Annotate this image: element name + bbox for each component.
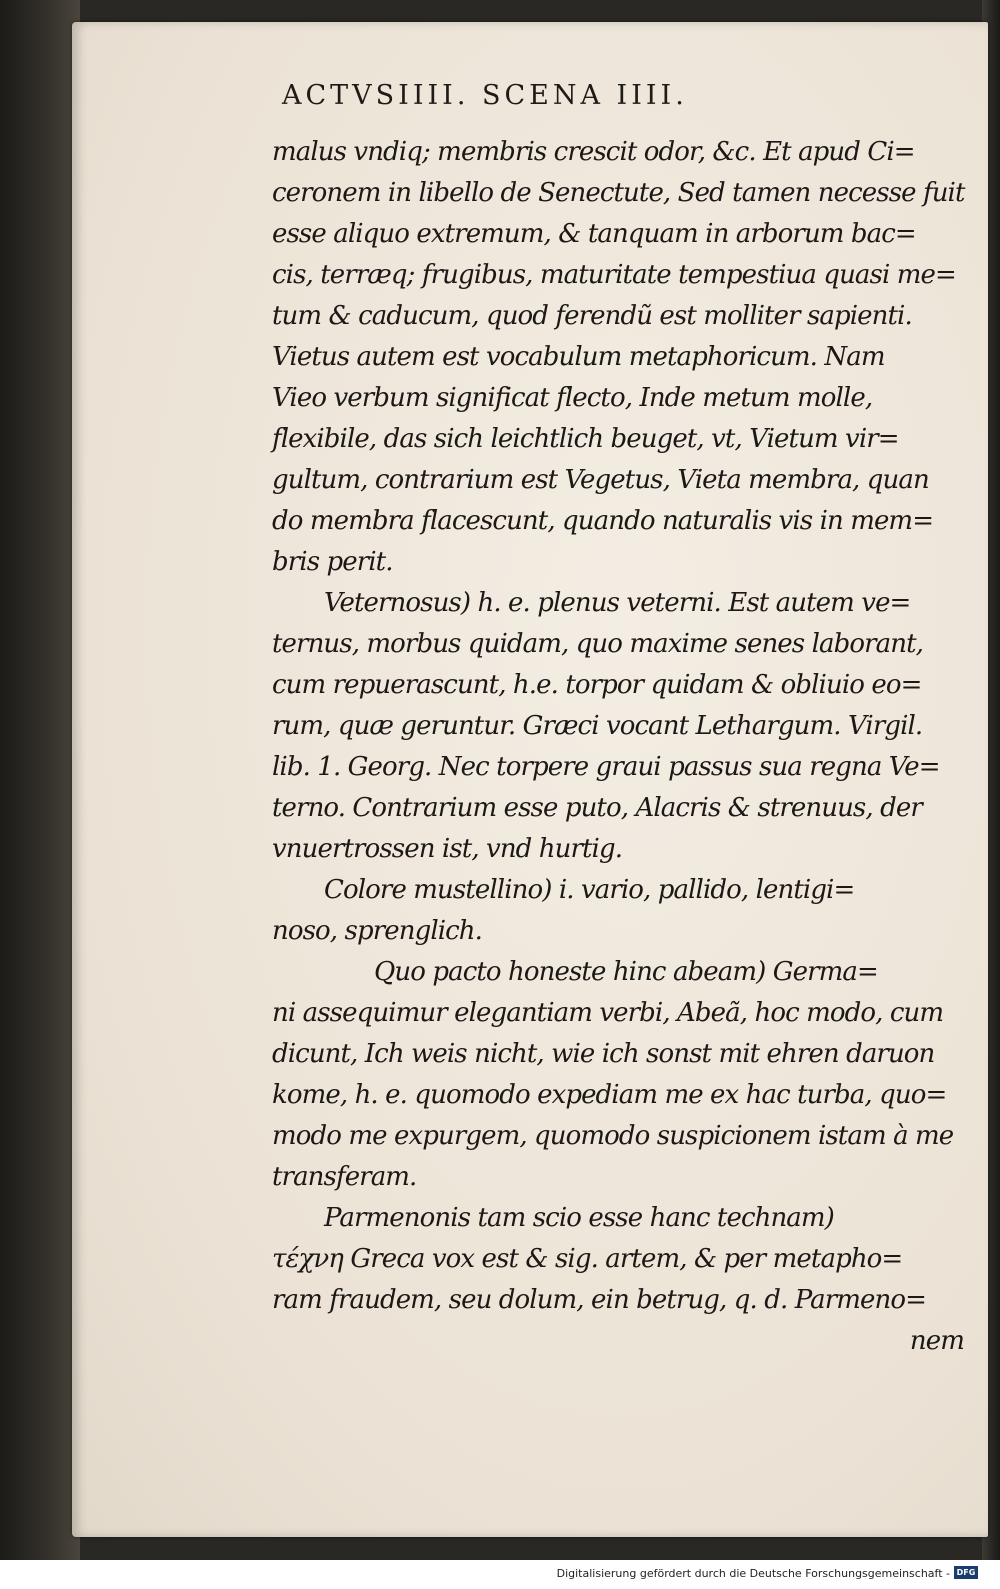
text-line: malus vndiq; membris crescit odor, &c. Et apud Ci= — [272, 137, 915, 167]
running-header: ACTVSIIII. SCENA IIII. — [282, 80, 688, 111]
text-line: terno. Contrarium esse puto, Alacris & strenuus, der — [272, 793, 922, 823]
text-line: cum repuerascunt, h.e. torpor quidam & obliuio eo= — [272, 670, 922, 700]
text-line: ternus, morbus quidam, quo maxime senes laborant, — [272, 629, 924, 659]
funding-credit: Digitalisierung gefördert durch die Deutsche Forschungsgemeinschaft - — [556, 1567, 950, 1580]
text-line: Vietus autem est vocabulum metaphoricum. Nam — [272, 342, 885, 372]
book-cover-left — [0, 0, 80, 1560]
text-line: lib. 1. Georg. Nec torpere graui passus sua regna Ve= — [272, 752, 940, 782]
page-text — [272, 132, 968, 1362]
text-line: noso, sprenglich. — [272, 916, 483, 946]
text-line: Veternosus) h. e. plenus veterni. Est autem ve= — [324, 588, 911, 618]
text-line: ceronem in libello de Senectute, Sed tamen necesse fuit — [272, 178, 965, 208]
text-line: ram fraudem, seu dolum, ein betrug, q. d. Parmeno= — [272, 1285, 927, 1315]
text-line: dicunt, Ich weis nicht, wie ich sonst mit ehren daruon — [272, 1039, 935, 1069]
text-line: flexibile, das sich leichtlich beuget, vt, Vietum vir= — [272, 424, 899, 454]
text-line: τέχνη Greca vox est & sig. artem, & per metapho= — [272, 1244, 903, 1274]
text-line: nem — [909, 1326, 964, 1356]
footer-bar — [0, 1560, 1000, 1589]
text-line: cis, terræq; frugibus, maturitate tempestiua quasi me= — [272, 260, 956, 290]
text-line: rum, quæ geruntur. Græci vocant Lethargum. Virgil. — [272, 711, 923, 741]
text-line: bris perit. — [272, 547, 393, 577]
text-line: Colore mustellino) i. vario, pallido, lentigi= — [324, 875, 855, 905]
text-line: esse aliquo extremum, & tanquam in arborum bac= — [272, 219, 916, 249]
text-line: vnuertrossen ist, vnd hurtig. — [272, 834, 623, 864]
text-line: gultum, contrarium est Vegetus, Vieta membra, quan — [272, 465, 929, 495]
text-line: tum & caducum, quod ferendũ est molliter sapienti. — [272, 301, 912, 331]
text-line: Quo pacto honeste hinc abeam) Germa= — [374, 957, 878, 987]
dfg-logo-icon: DFG — [954, 1566, 978, 1579]
text-line: kome, h. e. quomodo expediam me ex hac turba, quo= — [272, 1080, 947, 1110]
text-line: Parmenonis tam scio esse hanc technam) — [324, 1203, 834, 1233]
text-line: transferam. — [272, 1162, 417, 1192]
text-line: do membra flacescunt, quando naturalis vis in mem= — [272, 506, 934, 536]
text-line: modo me expurgem, quomodo suspicionem istam à me — [272, 1121, 954, 1151]
text-line: ni assequimur elegantiam verbi, Abeã, hoc modo, cum — [272, 998, 944, 1028]
text-line: Vieo verbum significat flecto, Inde metum molle, — [272, 383, 873, 413]
